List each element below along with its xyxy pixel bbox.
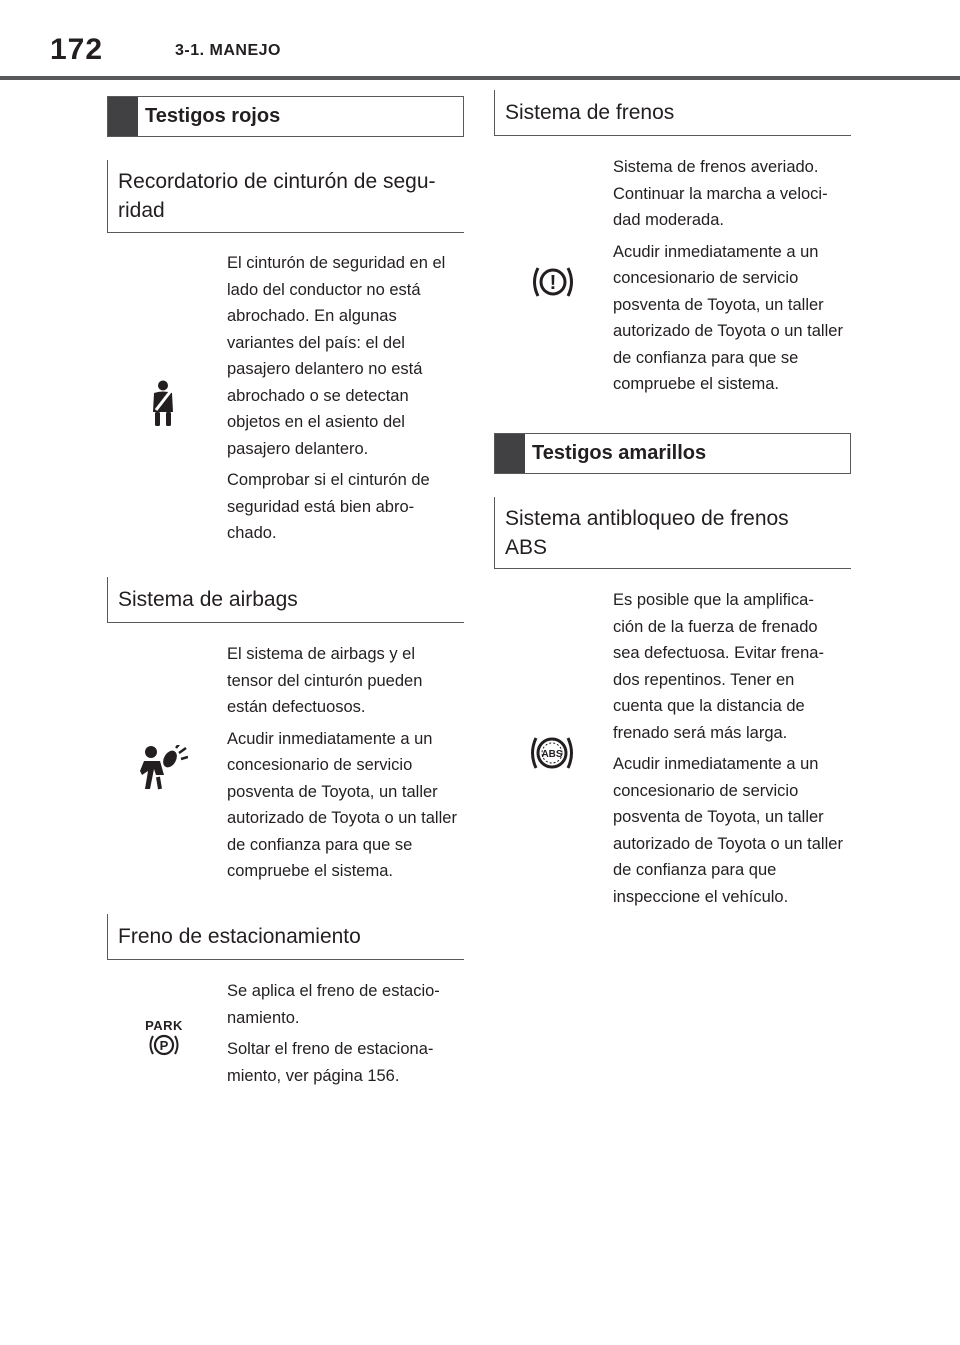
section-title-seatbelt: Recordatorio de cinturón de segu- ridad bbox=[107, 160, 464, 233]
page-header bbox=[0, 0, 960, 80]
chapter-title: 3-1. MANEJO bbox=[175, 42, 281, 59]
section-title-brake-system: Sistema de frenos bbox=[494, 90, 851, 136]
abs-label: ABS bbox=[541, 749, 563, 760]
abs-icon bbox=[526, 733, 578, 773]
category-red-warnings bbox=[107, 96, 464, 137]
paragraph: Acudir inmediatamente a un concesionario de servicio posventa de Toyota, un taller autorizado de Toyota o un taller de confianza para que se compruebe el sistema. bbox=[613, 242, 843, 393]
section-title-parking-brake: Freno de estacionamiento bbox=[107, 914, 464, 960]
paragraph: Comprobar si el cinturón de seguridad está bien abro- chado. bbox=[227, 471, 430, 542]
category-title: Testigos rojos bbox=[145, 105, 281, 127]
park-letter: P bbox=[159, 1038, 169, 1053]
park-label: PARK bbox=[145, 1018, 183, 1033]
paragraph: El sistema de airbags y el tensor del cinturón pueden están defectuosos. bbox=[227, 645, 423, 716]
paragraph: Soltar el freno de estaciona- miento, ver página 156. bbox=[227, 1040, 434, 1085]
header-divider bbox=[0, 76, 960, 80]
paragraph: El cinturón de seguridad en el lado del conductor no está abrochado. En algunas variantes del país: el del pasajero delantero no está abrochado o se detectan objetos en el asiento del pasajero delantero. bbox=[227, 254, 446, 458]
brake-warning-icon bbox=[529, 264, 577, 300]
section-title-airbags: Sistema de airbags bbox=[107, 577, 464, 623]
paragraph: Es posible que la amplifica- ción de la fuerza de frenado sea defectuosa. Evitar frena- dos repentinos. Tener en cuenta que la distancia de frenado será más larga. bbox=[613, 591, 824, 742]
park-brake-icon bbox=[144, 1019, 184, 1059]
airbag-description bbox=[227, 641, 462, 890]
paragraph: Acudir inmediatamente a un concesionario de servicio posventa de Toyota, un taller autorizado de Toyota o un taller de confianza para que se compruebe el sistema. bbox=[227, 729, 457, 880]
parking-brake-description bbox=[227, 978, 462, 1094]
paragraph: Se aplica el freno de estacio- namiento. bbox=[227, 982, 440, 1027]
seatbelt-description bbox=[227, 250, 462, 552]
category-bar bbox=[108, 97, 138, 136]
airbag-icon bbox=[138, 745, 188, 791]
category-yellow-warnings bbox=[494, 433, 851, 474]
section-title-abs: Sistema antibloqueo de frenos ABS bbox=[494, 497, 851, 569]
brake-exclamation: ! bbox=[549, 272, 557, 294]
park-circle-icon bbox=[144, 1033, 184, 1057]
page-number: 172 bbox=[50, 33, 104, 66]
seatbelt-reminder-icon bbox=[146, 380, 182, 428]
abs-description bbox=[613, 587, 848, 915]
paragraph: Sistema de frenos averiado. Continuar la marcha a veloci- dad moderada. bbox=[613, 158, 828, 229]
brake-system-description bbox=[613, 154, 848, 403]
category-bar bbox=[495, 434, 525, 473]
paragraph: Acudir inmediatamente a un concesionario de servicio posventa de Toyota, un taller autorizado de Toyota o un taller de confianza para que inspeccione el vehículo. bbox=[613, 755, 843, 906]
category-title: Testigos amarillos bbox=[532, 442, 707, 464]
